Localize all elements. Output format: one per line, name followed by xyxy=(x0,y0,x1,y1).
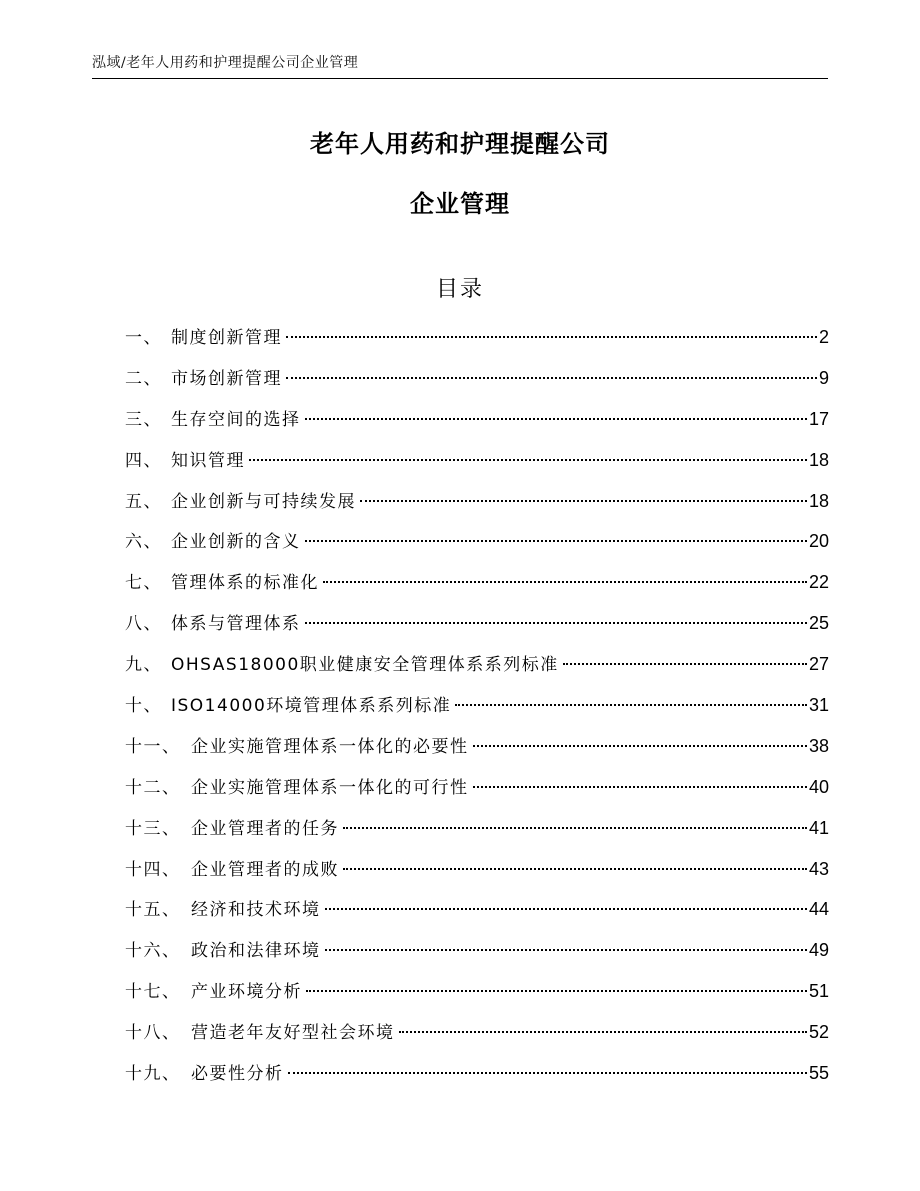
toc-entry-title: 企业实施管理体系一体化的必要性 xyxy=(191,736,469,757)
toc-entry-page: 40 xyxy=(808,776,829,797)
toc-entry[interactable] xyxy=(125,854,829,895)
toc-entry[interactable] xyxy=(125,526,829,567)
toc-heading: 目录 xyxy=(435,277,484,302)
toc-entry-title: 必要性分析 xyxy=(191,1064,284,1085)
toc-entry-number: 十三、 xyxy=(125,818,181,839)
toc-entry-title: 企业管理者的任务 xyxy=(191,818,339,839)
toc-entry-title: 企业管理者的成败 xyxy=(191,859,339,880)
toc-entry-title: 产业环境分析 xyxy=(191,982,302,1003)
toc-dot-leader xyxy=(286,336,817,338)
toc-entry-number: 二、 xyxy=(125,368,162,389)
toc-entry-page: 49 xyxy=(808,940,829,961)
toc-dot-leader xyxy=(305,540,807,542)
toc-entry-number: 十七、 xyxy=(125,982,181,1003)
table-of-contents xyxy=(125,322,829,1099)
toc-entry-page: 22 xyxy=(808,572,829,593)
toc-dot-leader xyxy=(249,459,807,461)
toc-dot-leader xyxy=(473,745,807,747)
toc-entry-page: 27 xyxy=(808,654,829,675)
toc-dot-leader xyxy=(343,868,807,870)
toc-entry-title: OHSAS18000职业健康安全管理体系系列标准 xyxy=(171,655,559,676)
toc-dot-leader xyxy=(305,622,807,624)
toc-entry-title: 政治和法律环境 xyxy=(191,941,321,962)
toc-entry-page: 20 xyxy=(808,531,829,552)
toc-entry-number: 六、 xyxy=(125,532,162,553)
toc-entry-page: 9 xyxy=(818,367,829,388)
toc-entry-number: 十五、 xyxy=(125,900,181,921)
toc-entry-title: 制度创新管理 xyxy=(171,328,282,348)
running-header: 泓域/老年人用药和护理提醒公司企业管理 xyxy=(92,55,359,71)
toc-entry-number: 十四、 xyxy=(125,859,181,880)
header-divider xyxy=(92,78,828,79)
toc-entry-page: 18 xyxy=(808,449,829,470)
toc-entry-page: 2 xyxy=(818,327,829,347)
toc-dot-leader xyxy=(343,827,807,829)
toc-entry[interactable] xyxy=(125,894,829,935)
toc-entry-number: 四、 xyxy=(125,450,162,471)
toc-entry-number: 九、 xyxy=(125,655,162,676)
toc-entry-title: 企业创新的含义 xyxy=(171,532,301,553)
toc-entry-page: 31 xyxy=(808,695,829,716)
toc-entry[interactable] xyxy=(125,608,829,649)
toc-entry[interactable] xyxy=(125,649,829,690)
toc-entry-page: 18 xyxy=(808,490,829,511)
toc-entry-page: 25 xyxy=(808,613,829,634)
toc-entry-title: 知识管理 xyxy=(171,450,245,471)
toc-entry-title: 企业实施管理体系一体化的可行性 xyxy=(191,777,469,798)
toc-entry-number: 十二、 xyxy=(125,777,181,798)
toc-entry[interactable] xyxy=(125,363,829,404)
toc-entry-number: 十九、 xyxy=(125,1064,181,1085)
toc-entry-number: 一、 xyxy=(125,328,162,348)
toc-entry-title: 体系与管理体系 xyxy=(171,614,301,635)
toc-entry-number: 十、 xyxy=(125,696,162,717)
toc-entry[interactable] xyxy=(125,731,829,772)
toc-entry-number: 七、 xyxy=(125,573,162,594)
toc-entry-title: 企业创新与可持续发展 xyxy=(171,491,356,512)
toc-entry-number: 八、 xyxy=(125,614,162,635)
toc-entry[interactable] xyxy=(125,690,829,731)
toc-dot-leader xyxy=(305,418,807,420)
toc-dot-leader xyxy=(288,1072,807,1074)
toc-entry[interactable] xyxy=(125,772,829,813)
toc-entry-title: 管理体系的标准化 xyxy=(171,573,319,594)
toc-dot-leader xyxy=(323,581,807,583)
toc-entry[interactable] xyxy=(125,935,829,976)
toc-entry-number: 十八、 xyxy=(125,1023,181,1044)
toc-entry-title: 生存空间的选择 xyxy=(171,409,301,430)
toc-entry-title: 市场创新管理 xyxy=(171,368,282,389)
toc-entry-page: 52 xyxy=(808,1022,829,1043)
toc-entry[interactable] xyxy=(125,813,829,854)
toc-entry[interactable] xyxy=(125,567,829,608)
toc-entry-number: 十一、 xyxy=(125,736,181,757)
toc-entry-page: 38 xyxy=(808,735,829,756)
toc-entry[interactable] xyxy=(125,976,829,1017)
toc-entry[interactable] xyxy=(125,404,829,445)
toc-dot-leader xyxy=(325,949,807,951)
toc-entry-number: 十六、 xyxy=(125,941,181,962)
toc-entry[interactable] xyxy=(125,322,829,363)
toc-dot-leader xyxy=(306,990,807,992)
toc-entry-page: 41 xyxy=(808,817,829,838)
document-subtitle: 企业管理 xyxy=(410,190,510,218)
toc-entry-page: 51 xyxy=(808,981,829,1002)
document-title: 老年人用药和护理提醒公司 xyxy=(310,130,610,158)
toc-entry[interactable] xyxy=(125,1058,829,1099)
toc-dot-leader xyxy=(325,908,807,910)
toc-dot-leader xyxy=(473,786,807,788)
toc-entry-number: 五、 xyxy=(125,491,162,512)
toc-dot-leader xyxy=(455,704,807,706)
toc-entry[interactable] xyxy=(125,486,829,527)
toc-dot-leader xyxy=(399,1031,807,1033)
toc-entry-page: 17 xyxy=(808,408,829,429)
toc-dot-leader xyxy=(286,377,817,379)
toc-entry[interactable] xyxy=(125,445,829,486)
toc-entry-title: ISO14000环境管理体系系列标准 xyxy=(171,696,452,717)
toc-entry-title: 经济和技术环境 xyxy=(191,900,321,921)
toc-dot-leader xyxy=(563,663,807,665)
toc-entry-page: 43 xyxy=(808,858,829,879)
toc-entry-page: 55 xyxy=(808,1063,829,1084)
toc-entry-page: 44 xyxy=(808,899,829,920)
toc-entry-title: 营造老年友好型社会环境 xyxy=(191,1023,395,1044)
toc-entry[interactable] xyxy=(125,1017,829,1058)
toc-entry-number: 三、 xyxy=(125,409,162,430)
toc-dot-leader xyxy=(360,500,807,502)
